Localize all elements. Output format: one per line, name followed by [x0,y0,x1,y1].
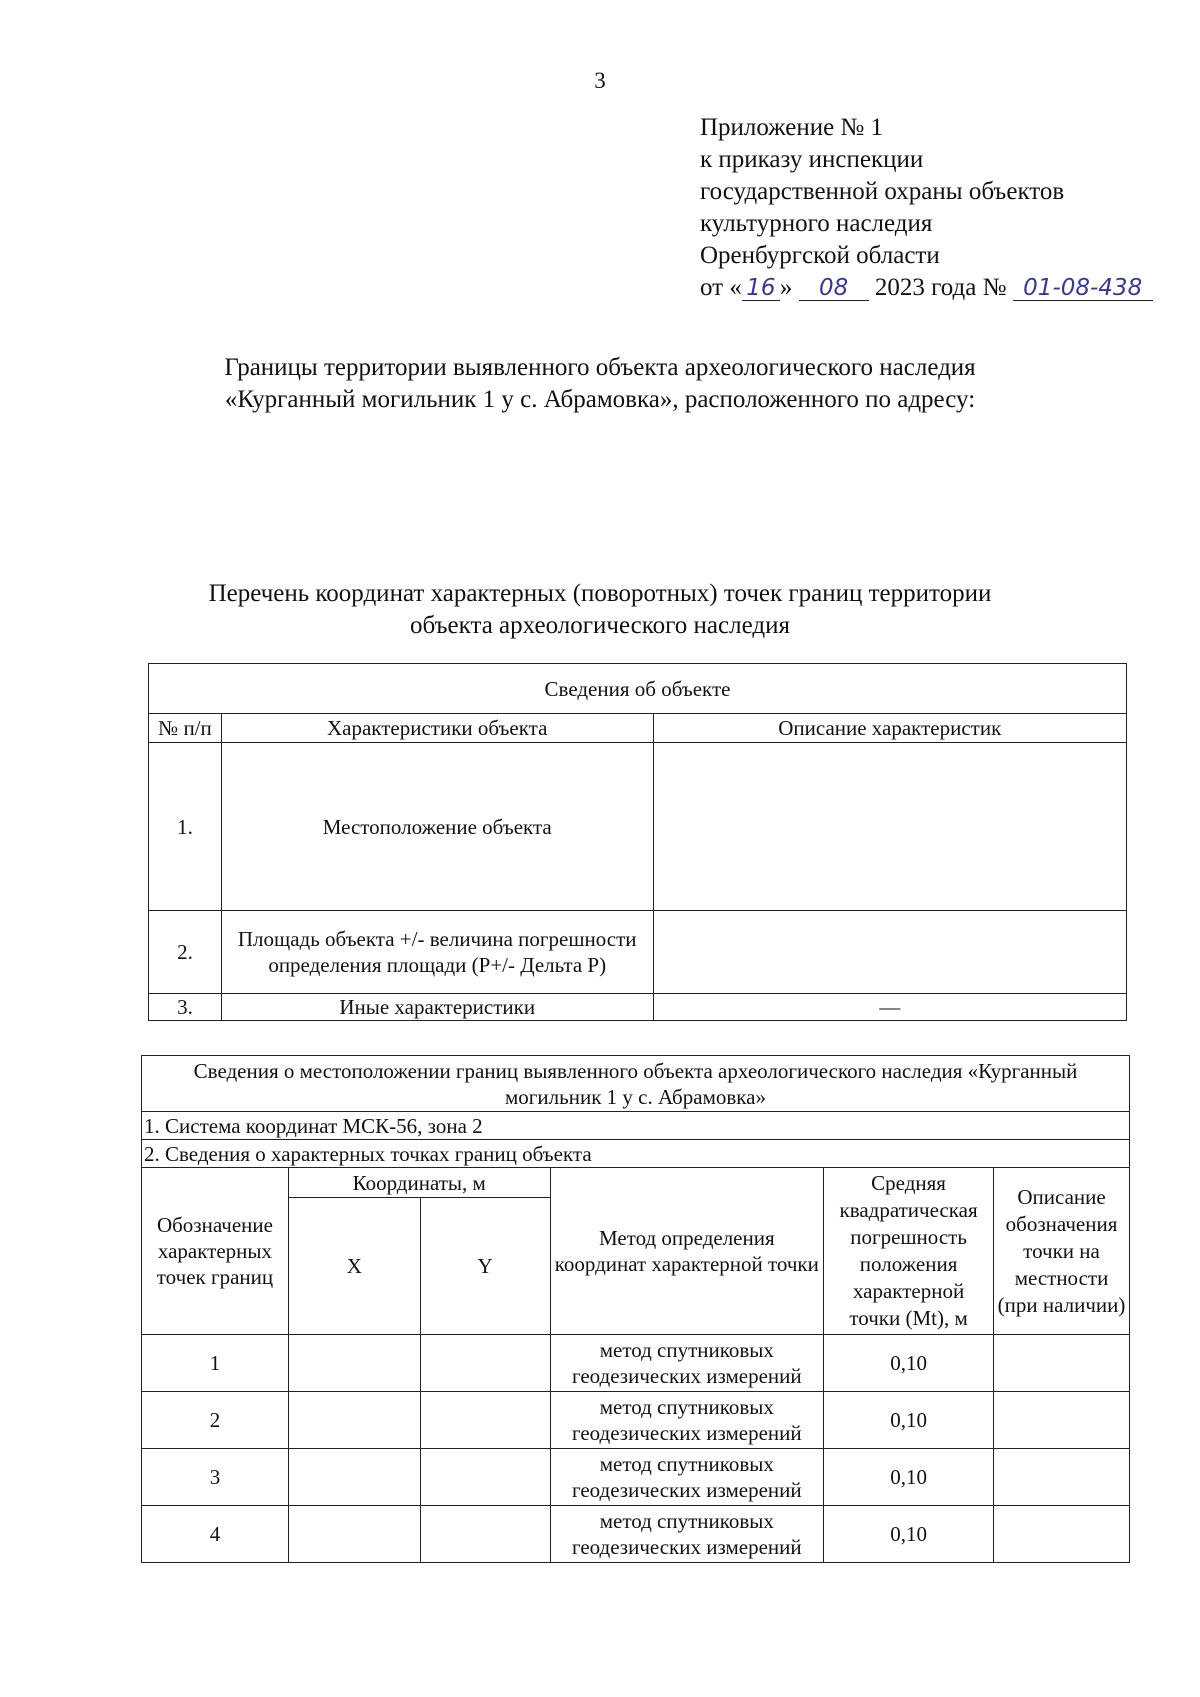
row-characteristic: Площадь объекта +/- величина погрешности определения площади (Р+/- Дельта Р) [221,911,653,994]
table-row-method: метод спутниковых геодезических измерений [550,1506,824,1563]
table-row-description [994,1449,1130,1506]
row-characteristic: Иные характеристики [221,994,653,1021]
table-row-error: 0,10 [824,1392,994,1449]
table-row-point: 4 [142,1506,289,1563]
date-quote: » [779,274,793,301]
col-header-method: Метод определения координат характерной точки [550,1168,824,1335]
table-row-method: метод спутниковых геодезических измерений [550,1335,824,1392]
table-row-description [994,1392,1130,1449]
table-row-error: 0,10 [824,1335,994,1392]
col-header-y: Y [420,1198,550,1335]
date-prefix: от « [700,274,742,301]
row-characteristic: Местоположение объекта [221,743,653,911]
row-num: 2. [149,911,222,994]
table-row-x [288,1392,420,1449]
table-row-y [420,1392,550,1449]
table-row-error: 0,10 [824,1506,994,1563]
boundary-location-table [141,1055,1130,1563]
appendix-line: Приложение № 1 [700,114,884,141]
col-header-x: X [288,1198,420,1335]
table-row-description [994,1335,1130,1392]
page-number: 3 [594,68,606,93]
table-row-y [420,1506,550,1563]
coordinates-list-heading [0,578,1200,642]
row-description: — [653,994,1127,1021]
appendix-line: культурного наследия [700,210,933,237]
heading-line: объекта археологического наследия [410,612,790,639]
document-title [0,352,1200,416]
table-row-method: метод спутниковых геодезических измерений [550,1449,824,1506]
row-num: 3. [149,994,222,1021]
table-row-point: 1 [142,1335,289,1392]
table-row-x [288,1449,420,1506]
table-row-y [420,1449,550,1506]
points-caption: 2. Сведения о характерных точках границ объекта [142,1140,1130,1168]
col-header-characteristic: Характеристики объекта [221,714,653,743]
handwritten-day: 16 [742,276,780,301]
coordinate-system: 1. Система координат МСК-56, зона 2 [142,1112,1130,1140]
table-caption: Сведения об объекте [149,664,1127,714]
table-row-y [420,1335,550,1392]
row-description [653,911,1127,994]
table-row-point: 3 [142,1449,289,1506]
col-header-num: № п/п [149,714,222,743]
row-description [653,743,1127,911]
object-info-table [148,663,1127,1021]
col-header-coordinates: Координаты, м [288,1168,550,1198]
title-line: Границы территории выявленного объекта археологического наследия [224,354,976,381]
table-caption: Сведения о местоположении границ выявленного объекта археологического наследия «Курганный могильник 1 у с. Абрамовка» [142,1056,1130,1112]
appendix-line: государственной охраны объектов [700,178,1065,205]
col-header-point: Обозначение характерных точек границ [142,1168,289,1335]
title-line: «Курганный могильник 1 у с. Абрамовка», расположенного по адресу: [224,386,976,413]
order-date-line [700,272,1153,304]
table-row-description [994,1506,1130,1563]
col-header-description: Описание характеристик [653,714,1127,743]
table-row-error: 0,10 [824,1449,994,1506]
table-row-x [288,1506,420,1563]
heading-line: Перечень координат характерных (поворотных) точек границ территории [208,580,992,607]
year-label: 2023 года № [874,274,1007,301]
table-row-method: метод спутниковых геодезических измерений [550,1392,824,1449]
col-header-point-description: Описание обозначения точки на местности (при наличии) [994,1168,1130,1335]
appendix-line: Оренбургской области [700,242,940,269]
handwritten-order-number: 01-08-438 [1013,276,1153,301]
row-num: 1. [149,743,222,911]
col-header-error: Средняя квадратическая погрешность положения характерной точки (Mt), м [824,1168,994,1335]
table-row-x [288,1335,420,1392]
appendix-block [700,112,1153,304]
appendix-line: к приказу инспекции [700,146,924,173]
handwritten-month: 08 [799,276,869,301]
table-row-point: 2 [142,1392,289,1449]
